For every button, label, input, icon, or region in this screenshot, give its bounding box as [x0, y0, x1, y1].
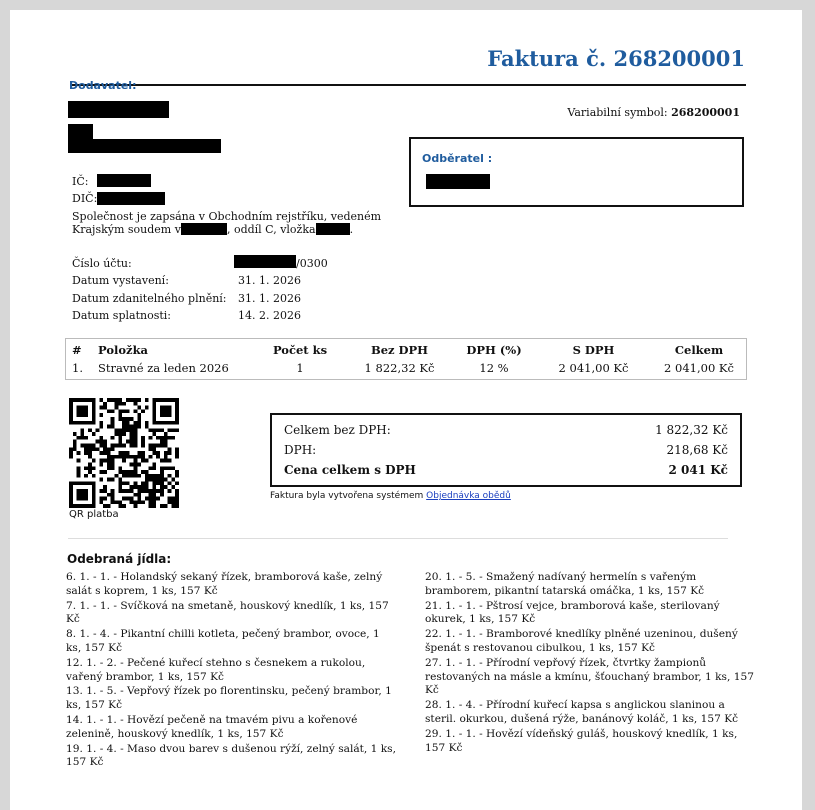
list-item: 14. 1. - 1. - Hovězí pečeně na tmavém pivu a kořenové zelenině, houskový knedlík, 1 ks, 157 Kč [66, 713, 358, 740]
registry-line2: Krajským soudem v , oddíl C, vložka . [72, 223, 354, 236]
list-item: 19. 1. - 4. - Maso dvou barev s dušenou rýží, zelný salát, 1 ks, 157 Kč [66, 742, 396, 769]
col-without-vat: Bez DPH [370, 343, 429, 357]
totals-box [270, 413, 742, 487]
supplier-label: Dodavatel: [69, 79, 137, 92]
issued-date: 31. 1. 2026 [238, 274, 301, 287]
col-vat-rate: DPH (%) [466, 343, 522, 357]
invoice-title: Faktura č. 268200001 [487, 46, 745, 71]
due-date: 14. 2. 2026 [238, 309, 301, 322]
title-rule [70, 84, 746, 86]
list-item: 20. 1. - 5. - Smažený nadívaný hermelín s vařeným bramborem, pikantní tatarská omáčka, 1 ks, 157 Kč [425, 571, 705, 597]
totals-vat-row: DPH: 218,68 Kč [284, 443, 728, 457]
issued-label: Datum vystavení: [72, 274, 169, 287]
list-item: 29. 1. - 1. - Hovězí vídeňský guláš, houskový knedlík, 1 ks, 157 Kč [425, 727, 738, 754]
qr-label: QR platba [69, 509, 119, 520]
redacted-account [234, 255, 296, 268]
account-label: Číslo účtu: [72, 257, 132, 270]
redacted-ic [97, 174, 151, 187]
totals-without-vat-row: Celkem bez DPH: 1 822,32 Kč [284, 423, 728, 437]
invoice-page [10, 10, 802, 810]
customer-box [409, 137, 744, 207]
dic-label: DIČ: [72, 192, 98, 205]
table-row: 1. Stravné za leden 2026 1 1 822,32 Kč 12 % 2 041,00 Kč 2 041,00 Kč [72, 361, 734, 375]
list-item: 22. 1. - 1. - Bramborové knedlíky plněné uzeninou, dušený špenát s restovanou cibulkou, 1 ks, 157 Kč [425, 628, 738, 654]
meals-right-column [425, 571, 755, 756]
items-table [65, 338, 747, 380]
list-item: 7. 1. - 1. - Svíčková na smetaně, houskový knedlík, 1 ks, 157 Kč [66, 599, 389, 626]
customer-label: Odběratel : [422, 152, 493, 165]
list-item: 8. 1. - 4. - Pikantní chilli kotleta, pečený brambor, ovoce, 1 ks, 157 Kč [66, 628, 380, 654]
meals-heading: Odebraná jídla: [67, 552, 172, 566]
list-item: 13. 1. - 5. - Vepřový řízek po florentinsku, pečený brambor, 1 ks, 157 Kč [66, 685, 392, 712]
list-item: 6. 1. - 1. - Holandský sekaný řízek, bramborová kaše, zelný salát s koprem, 1 ks, 157 Kč [66, 571, 383, 597]
items-header-row [66, 339, 747, 360]
list-item: 28. 1. - 4. - Přírodní kuřecí kapsa s anglickou slaninou a steril. okurkou, dušená rýže, banánový koláč, 1 ks, 157 Kč [425, 699, 739, 725]
account-suffix: /0300 [296, 257, 328, 270]
redacted-supplier-name [68, 101, 169, 118]
ic-label: IČ: [72, 175, 89, 188]
totals-total-row: Cena celkem s DPH 2 041 Kč [284, 463, 728, 477]
redacted-supplier-city [68, 139, 221, 153]
list-item: 12. 1. - 2. - Pečené kuřecí stehno s česnekem a rukolou, vařený brambor, 1 ks, 157 Kč [66, 656, 366, 683]
redacted-dic [97, 192, 165, 205]
col-with-vat: S DPH [572, 343, 615, 357]
redacted-supplier-street [68, 124, 93, 139]
registry-line1: Společnost je zapsána v Obchodním rejstříku, vedeném [72, 210, 382, 223]
col-number: # [72, 343, 82, 357]
footer-note: Faktura byla vytvořena systémem Objednávka obědů [270, 491, 511, 501]
col-total: Celkem [674, 343, 724, 357]
qr-code-icon [68, 398, 180, 508]
col-item: Položka [98, 343, 148, 357]
taxable-label: Datum zdanitelného plnění: [72, 292, 227, 305]
meals-left-column [66, 571, 396, 771]
section-divider [68, 538, 728, 539]
redacted-customer-name [426, 174, 490, 189]
taxable-date: 31. 1. 2026 [238, 292, 301, 305]
list-item: 21. 1. - 1. - Pštrosí vejce, bramborová kaše, sterilovaný okurek, 1 ks, 157 Kč [425, 599, 720, 626]
col-qty: Počet ks [272, 343, 328, 357]
due-label: Datum splatnosti: [72, 309, 171, 322]
variable-symbol: Variabilní symbol: 268200001 [567, 106, 740, 119]
list-item: 27. 1. - 1. - Přírodní vepřový řízek, čtvrtky žampionů restovaných na másle a kmínu, šťouchaný brambor, 1 ks, 157 Kč [425, 656, 754, 697]
system-link[interactable]: Objednávka obědů [426, 491, 511, 501]
